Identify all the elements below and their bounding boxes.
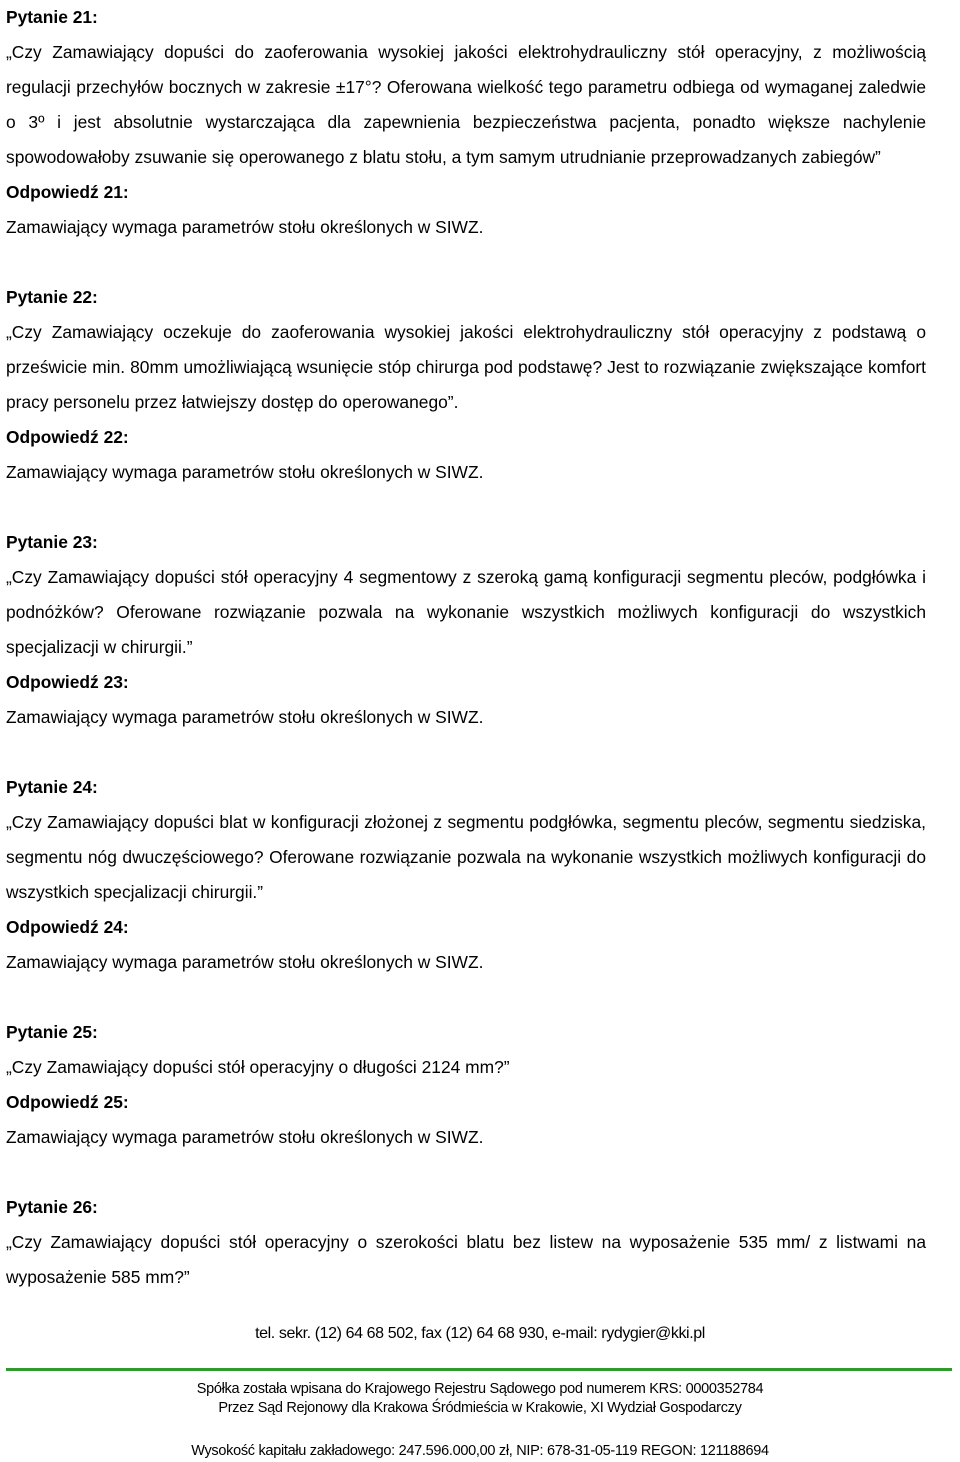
question-text: „Czy Zamawiający dopuści stół operacyjny o długości 2124 mm?” <box>6 1057 510 1077</box>
question-text: „Czy Zamawiający dopuści stół operacyjny 4 segmentowy z szeroką gamą konfiguracji segmentu pleców, podgłówka i podnóżków? Oferowane rozwiązanie pozwala na wykonanie wszystkich możliwych konfiguracji do wszystkich specjalizacji w chirurgii.” <box>6 567 926 657</box>
footer-capital: Wysokość kapitału zakładowego: 247.596.000,00 zł, NIP: 678-31-05-119 REGON: 121188694 <box>191 1443 769 1459</box>
question-block-26 <box>6 1190 926 1295</box>
question-title: Pytanie 21: <box>6 7 98 27</box>
question-text: „Czy Zamawiający oczekuje do zaoferowania wysokiej jakości elektrohydrauliczny stół operacyjny z podstawą o prześwicie min. 80mm umożliwiającą wsunięcie stóp chirurga pod podstawę? Jest to rozwiązanie zwiększające komfort pracy personelu przez łatwiejszy dostęp do operowanego”. <box>6 322 926 412</box>
footer-registration <box>0 1380 960 1418</box>
answer-title: Odpowiedź 22: <box>6 427 129 447</box>
question-title: Pytanie 24: <box>6 777 98 797</box>
answer-text: Zamawiający wymaga parametrów stołu określonych w SIWZ. <box>6 952 484 972</box>
answer-title: Odpowiedź 21: <box>6 182 129 202</box>
question-block-25 <box>6 1015 926 1155</box>
document-body <box>6 0 926 1295</box>
question-title: Pytanie 22: <box>6 287 98 307</box>
question-block-22 <box>6 280 926 490</box>
question-text: „Czy Zamawiający dopuści do zaoferowania wysokiej jakości elektrohydrauliczny stół operacyjny, z możliwością regulacji przechyłów bocznych w zakresie ±17°? Oferowana wielkość tego parametru odbiega od wymaganej zaledwie o 3º i jest absolutnie wystarczająca dla zapewnienia bezpieczeństwa pacjenta, ponadto większe nachylenie spowodowałoby zsuwanie się operowanego z blatu stołu, a tym samym utrudnianie przeprowadzanych zabiegów” <box>6 42 926 167</box>
footer-registration-line-1: Spółka została wpisana do Krajowego Rejestru Sądowego pod numerem KRS: 0000352784 <box>196 1381 764 1397</box>
question-title: Pytanie 25: <box>6 1022 98 1042</box>
answer-title: Odpowiedź 24: <box>6 917 129 937</box>
footer-registration-line-2: Przez Sąd Rejonowy dla Krakowa Śródmieścia w Krakowie, XI Wydział Gospodarczy <box>218 1400 742 1416</box>
answer-text: Zamawiający wymaga parametrów stołu określonych w SIWZ. <box>6 217 484 237</box>
footer-divider <box>6 1368 952 1371</box>
question-block-21 <box>6 0 926 245</box>
question-text: „Czy Zamawiający dopuści blat w konfiguracji złożonej z segmentu podgłówka, segmentu pleców, segmentu siedziska, segmentu nóg dwuczęściowego? Oferowane rozwiązanie pozwala na wykonanie wszystkich możliwych konfiguracji do wszystkich specjalizacji chirurgii.” <box>6 812 926 902</box>
question-title: Pytanie 23: <box>6 532 98 552</box>
question-title: Pytanie 26: <box>6 1197 98 1217</box>
question-block-23 <box>6 525 926 735</box>
answer-text: Zamawiający wymaga parametrów stołu określonych w SIWZ. <box>6 1127 484 1147</box>
answer-title: Odpowiedź 23: <box>6 672 129 692</box>
answer-text: Zamawiający wymaga parametrów stołu określonych w SIWZ. <box>6 707 484 727</box>
answer-text: Zamawiający wymaga parametrów stołu określonych w SIWZ. <box>6 462 484 482</box>
question-block-24 <box>6 770 926 980</box>
question-text: „Czy Zamawiający dopuści stół operacyjny o szerokości blatu bez listew na wyposażenie 535 mm/ z listwami na wyposażenie 585 mm?” <box>6 1232 926 1287</box>
footer-contact: tel. sekr. (12) 64 68 502, fax (12) 64 68 930, e-mail: rydygier@kki.pl <box>255 1325 705 1342</box>
answer-title: Odpowiedź 25: <box>6 1092 129 1112</box>
